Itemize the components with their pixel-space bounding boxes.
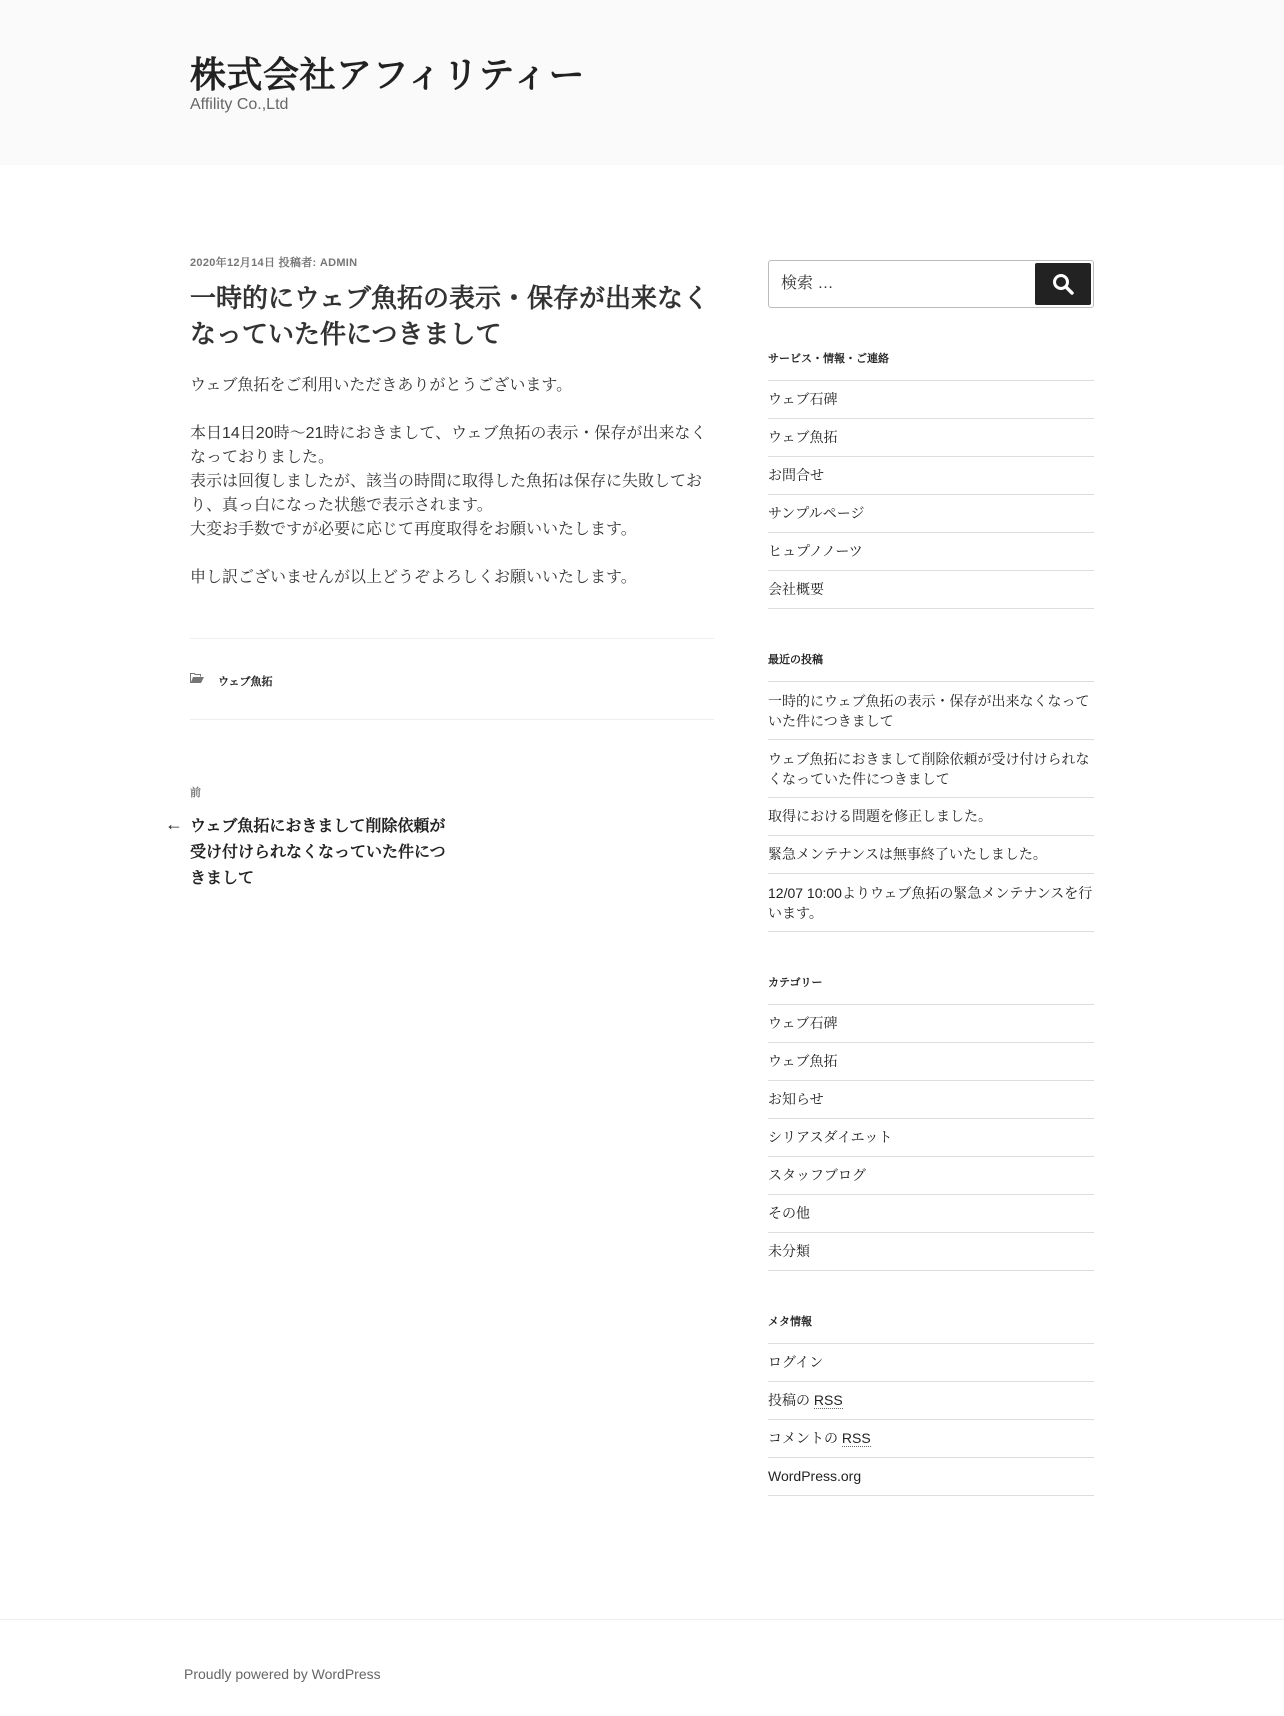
recent-post-item[interactable]: 12/07 10:00よりウェブ魚拓の緊急メンテナンスを行います。 — [768, 874, 1094, 932]
post-article — [190, 254, 714, 614]
recent-post-item[interactable]: 取得における問題を修正しました。 — [768, 798, 1094, 836]
search-input[interactable] — [769, 261, 1031, 307]
services-item[interactable]: ウェブ石碑 — [768, 381, 1094, 419]
meta-login-link[interactable]: ログイン — [768, 1344, 1094, 1382]
services-item[interactable]: 会社概要 — [768, 571, 1094, 609]
widget-categories — [768, 974, 1094, 1271]
meta-wordpress-link[interactable]: WordPress.org — [768, 1458, 1094, 1496]
services-list — [768, 380, 1094, 609]
widget-recent-posts — [768, 651, 1094, 932]
services-item[interactable]: ウェブ魚拓 — [768, 419, 1094, 457]
category-item[interactable]: 未分類 — [768, 1233, 1094, 1271]
widget-meta — [768, 1313, 1094, 1496]
footer-credit-link[interactable]: Proudly powered by WordPress — [184, 1666, 381, 1682]
category-link[interactable]: ウェブ魚拓 — [218, 676, 273, 688]
recent-post-item[interactable]: ウェブ魚拓におきまして削除依頼が受け付けられなくなっていた件につきまして — [768, 740, 1094, 798]
site-title[interactable]: 株式会社アフィリティー — [190, 54, 586, 95]
services-item[interactable]: サンプルページ — [768, 495, 1094, 533]
search-button[interactable] — [1035, 263, 1091, 305]
post-date[interactable]: 2020年12月14日 — [190, 257, 276, 269]
services-item[interactable]: お問合せ — [768, 457, 1094, 495]
prev-label: 前 — [190, 787, 201, 799]
category-item[interactable]: ウェブ魚拓 — [768, 1043, 1094, 1081]
post-meta — [190, 254, 714, 270]
recent-post-item[interactable]: 緊急メンテナンスは無事終了いたしました。 — [768, 836, 1094, 874]
rss-abbr: RSS — [841, 1430, 871, 1446]
post-paragraph: 表示は回復しましたが、該当の時間に取得した魚拓は保存に失敗しており、真っ白になった状態で表示されます。 — [190, 473, 703, 514]
search-icon — [1052, 273, 1074, 295]
widget-services — [768, 350, 1094, 609]
category-item[interactable]: その他 — [768, 1195, 1094, 1233]
author-prefix: 投稿者: — [278, 257, 317, 269]
widget-title: 最近の投稿 — [768, 654, 823, 666]
arrow-left-icon[interactable]: ← — [165, 814, 183, 834]
category-item[interactable]: ウェブ石碑 — [768, 1005, 1094, 1043]
post-paragraph: 申し訳ございませんが以上どうぞよろしくお願いいたします。 — [190, 569, 637, 586]
categories-list — [768, 1004, 1094, 1271]
sidebar — [768, 260, 1094, 1496]
widget-title: カテゴリー — [768, 977, 823, 989]
meta-posts-rss-link[interactable] — [768, 1382, 1094, 1420]
prev-post-link[interactable]: ウェブ魚拓におきまして削除依頼が受け付けられなくなっていた件につきまして — [190, 818, 446, 887]
recent-post-item[interactable]: 一時的にウェブ魚拓の表示・保存が出来なくなっていた件につきまして — [768, 682, 1094, 740]
rss-abbr: RSS — [813, 1392, 843, 1408]
meta-posts-rss-prefix: 投稿の — [768, 1392, 814, 1408]
category-item[interactable]: お知らせ — [768, 1081, 1094, 1119]
category-item[interactable]: シリアスダイエット — [768, 1119, 1094, 1157]
search-form — [768, 260, 1094, 308]
recent-posts-list — [768, 681, 1094, 932]
folder-icon — [190, 673, 204, 683]
services-item[interactable]: ヒュプノノーツ — [768, 533, 1094, 571]
post-paragraph-group — [190, 422, 714, 542]
site-footer — [0, 1619, 1284, 1716]
meta-comments-rss-prefix: コメントの — [768, 1430, 842, 1446]
post-navigation — [165, 784, 460, 892]
post-paragraph: 大変お手数ですが必要に応じて再度取得をお願いいたします。 — [190, 521, 637, 538]
post-paragraph: 本日14日20時～21時におきまして、ウェブ魚拓の表示・保存が出来なくなっておりました。 — [190, 425, 707, 466]
post-title: 一時的にウェブ魚拓の表示・保存が出来なくなっていた件につきまして — [190, 283, 709, 349]
widget-title: メタ情報 — [768, 1316, 812, 1328]
meta-list — [768, 1343, 1094, 1496]
site-description: Affility Co.,Ltd — [190, 96, 289, 113]
post-paragraph: ウェブ魚拓をご利用いただきありがとうございます。 — [190, 377, 573, 394]
post-author[interactable]: ADMIN — [319, 257, 358, 269]
post-content — [190, 374, 714, 590]
widget-title: サービス・情報・ご連絡 — [768, 353, 889, 365]
category-item[interactable]: スタッフブログ — [768, 1157, 1094, 1195]
meta-comments-rss-link[interactable] — [768, 1420, 1094, 1458]
site-header — [0, 0, 1284, 165]
post-footer — [190, 638, 714, 720]
